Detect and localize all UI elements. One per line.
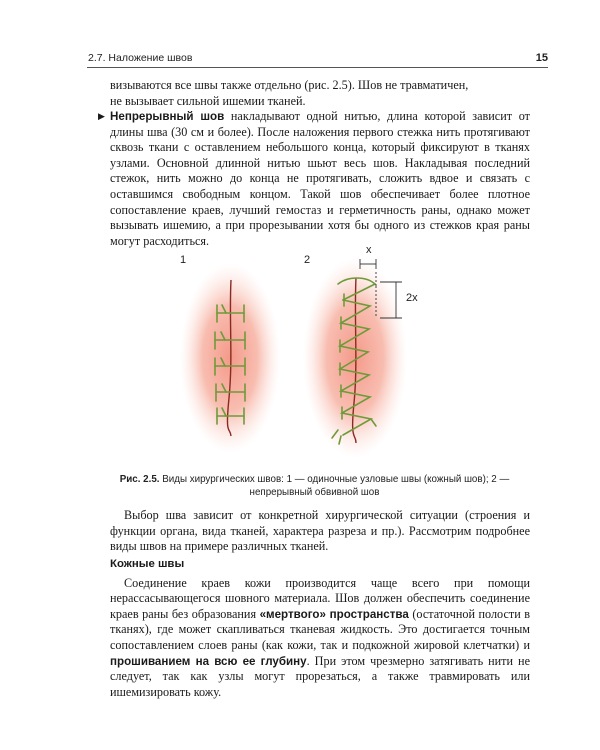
continuous-suture-paragraph bbox=[98, 109, 530, 249]
figure-label-2: 2 bbox=[304, 254, 311, 266]
intro-paragraph bbox=[110, 78, 530, 109]
measure-2x-label: 2x bbox=[406, 292, 418, 304]
bullet-icon: ▶ bbox=[98, 111, 105, 121]
caption-text: Виды хирургических швов: 1 — одиночные узловые швы (кожный шов); 2 — непрерывный обвивной шов bbox=[159, 474, 510, 498]
continuous-suture-term: Непрерывный шов bbox=[110, 110, 225, 123]
skin-sutures-heading: Кожные швы bbox=[110, 558, 185, 570]
page-number: 15 bbox=[535, 52, 548, 64]
skin-text-3: . При этом чрезмерно затягивать нити не следует, так как узлы могут прорезаться, а также травмировать или ишемизировать кожу. bbox=[110, 653, 530, 699]
suture-illustration bbox=[170, 248, 430, 463]
choice-text: Выбор шва зависит от конкретной хирургической ситуации (строения и функции органа, вида тканей, характера разреза и пр.). Рассмотрим подробнее виды швов на примере различных тканей. bbox=[110, 508, 530, 554]
choice-paragraph bbox=[110, 508, 530, 555]
figure-2-5 bbox=[170, 244, 430, 463]
measure-x-label: x bbox=[366, 244, 372, 256]
intro-line-1: визываются все швы также отдельно (рис. 2.5). Шов не травматичен, bbox=[110, 78, 469, 92]
figure-caption bbox=[92, 473, 537, 499]
dead-space-term: «мертвого» пространства bbox=[259, 607, 409, 621]
skin-sutures-paragraph bbox=[110, 576, 530, 701]
skin-text-2: (остаточной полости в тканях), где может скапливаться тканевая жидкость. Это достигается точным сопоставлением слоев раны (как кожи, так и подкожной жировой клетчатки) и bbox=[110, 606, 530, 652]
header-rule bbox=[87, 67, 548, 68]
caption-label: Рис. 2.5. bbox=[119, 474, 160, 485]
running-header-section: 2.7. Наложение швов bbox=[88, 52, 193, 64]
full-depth-term: прошиванием на всю ее глубину bbox=[110, 654, 307, 668]
skin-sutures-section bbox=[110, 557, 530, 700]
intro-line-2: не вызывает сильной ишемии тканей. bbox=[110, 93, 306, 108]
continuous-suture-text: накладывают одной нитью, длина которой зависит от длины шва (30 см и более). После наложения первого стежка нить протягивают сквозь ткани с оставлением небольшого конца, который фиксируют в тканях узлами. Основной длинной нитью шьют весь шов. Накладывая последний стежок, нить можно до конца не протягивать, сложить вдвое и связать с оставшимся свободным концом. Такой шов обеспечивает более плотное сопоставление краев, лучший гемостаз и герметичность раны, однако может вызывать ишемию, а при прорезывании хотя бы одного из стежков края раны могут расходиться. bbox=[110, 109, 530, 248]
figure-label-1: 1 bbox=[180, 254, 187, 266]
skin-text-1: Соединение краев кожи производится чаще всего при помощи нерассасывающегося шовного материала. Шов должен обеспечить соединение краев раны без образования bbox=[110, 575, 530, 621]
